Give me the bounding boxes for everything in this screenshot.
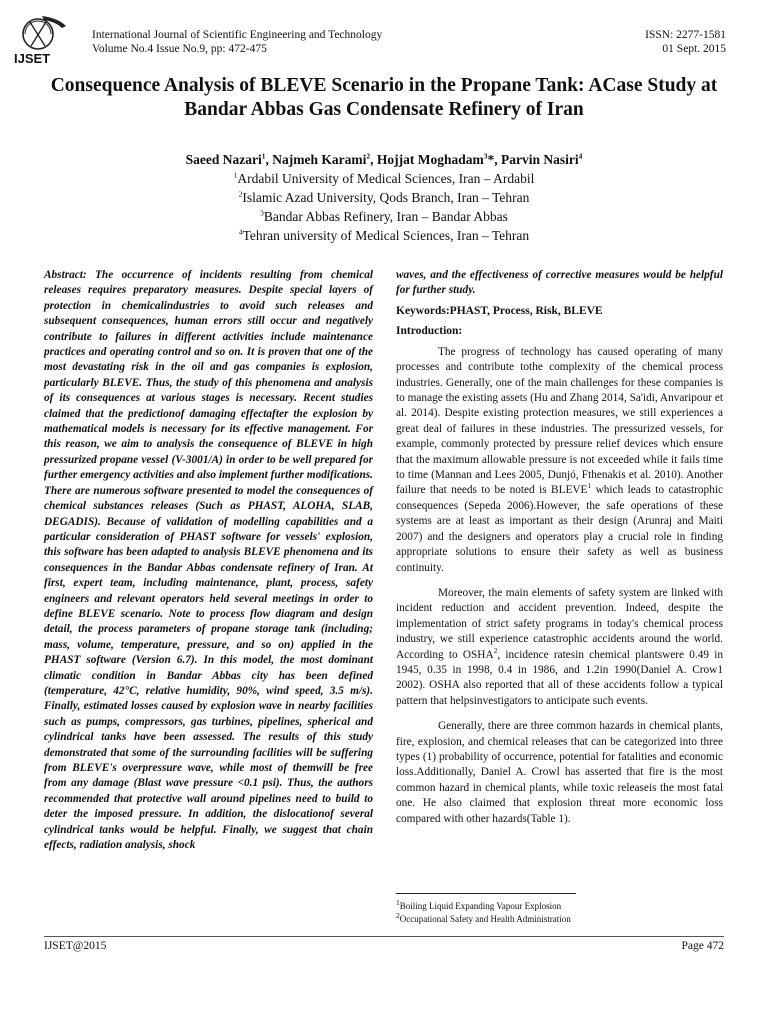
footnotes: [396, 900, 726, 926]
journal-name: International Journal of Scientific Engineering and Technology: [92, 29, 383, 41]
footnote-divider: [396, 893, 576, 894]
abstract: Abstract: The occurrence of incidents resulting from chemical releases requires preparatory measures. Despite special layers of protection in chemicalindustries to avoid such releases and subsequent consequences, human errors still occur and negatively contribute to failures in different activities include maintenance practices and operating control and so on. It is proven that one of the most devastating risk in the oil and gas companies is explosion, particularly BLEVE. Thus, the study of this phenomena and analysis of its consequences at various stages is necessary. Recent studies claimed that the predictionof damaging effectafter the explosion by mathematical models is necessary for its effective management. For this reason, we aim to analysis the consequence of BLEVE in high pressurized propane vessel (V-3001/A) in order to be well prepared for further emergency activities and also implement further modifications. There are numerous software presented to model the consequences of chemical substances releases (Such as PHAST, ALOHA, SLAB, DEGADIS). Because of validation of modelling capabilities and a particular consideration of PHAST software for vessels' explosion, this software has been adapted to analysis BLEVE phenomena and its consequences in the Bandar Abbas condensate refinery of Iran. At first, expert team, including maintenance, plant, process, safety engineers and relevant operators held several meetings in order to define BLEVE scenario. Note to process flow diagram and design detail, the process parameters of propane storage tank (including; mass, volume, temperature, pressure, and so on) applied in the PHAST software (Version 6.7). In this model, the most dominant climatic condition in Bandar Abbas city has been defined (temperature, 42°C, relative humidity, 90%, wind speed, 3.5 m/s). Finally, estimated losses caused by explosion wave in nearby facilities such as pumps, compressors, gas turbines, pipelines, spherical and cylindrical tanks have been assessed. The results of this study demonstrated that some of the surrounding facilities will be suffering from BLEVE's overpressure wave, while most of themwill be free from any damage (Blast wave pressure <0.1 psi). Thus, the authors recommended that protective wall around pipelines need to build to deter the imposed pressure. In addition, the dislocationof several cylindrical tanks would be helpful. Finally, we suggest that chain effects, radiation analysis, shock: [44, 269, 373, 852]
footnote-2: $^2$Occupational Safety and Health Administration: [396, 911, 571, 924]
affiliation-4: $^4$Tehran university of Medical Sciences, Iran – Tehran: [238, 227, 530, 243]
journal-info: [92, 28, 382, 56]
abstract-continued: waves, and the effectiveness of corrective measures would be helpful for further study.: [396, 269, 723, 297]
section-heading-introduction: Introduction:: [396, 324, 463, 337]
author-3: Hojjat Moghadam: [376, 152, 484, 167]
right-column: [396, 268, 723, 837]
journal-volume: Volume No.4 Issue No.9, pp: 472-475: [92, 43, 267, 55]
authors-block: [0, 150, 768, 245]
footer-copyright: IJSET@2015: [44, 940, 107, 952]
affiliation-3: $^3$Bandar Abbas Refinery, Iran – Bandar Abbas: [260, 208, 508, 224]
footnote-1: $^1$Boiling Liquid Expanding Vapour Explosion: [396, 898, 562, 911]
issn-block: [645, 28, 726, 56]
keywords: Keywords:PHAST, Process, Risk, BLEVE: [396, 304, 603, 317]
author-names: Saeed Nazari$^1$, Najmeh Karami$^2$, Hojjat Moghadam$^3$*, Parvin Nasiri$^4$: [185, 151, 583, 167]
affiliation-2: $^2$Islamic Azad University, Qods Branch, Iran – Tehran: [238, 189, 530, 205]
page-number: Page 472: [681, 940, 724, 952]
publication-date: 01 Sept. 2015: [662, 43, 726, 55]
footer-divider: [44, 936, 724, 937]
intro-paragraph-2: Moreover, the main elements of safety system are linked with incident reduction and accident prevention. Indeed, despite the implementation of strict safety programs in today's chemical process industry, we still experience catastrophic accidents around the world. According to OSHA$^2$, incidence ratesin chemical plantswere 0.49 in 1945, 0.35 in 1998, 0.4 in 1986, and 1.2in 1990(Daniel A. Crow1 2002). OSHA also reported that all of these accidents follow a typical pattern that helpsinvestigators to anticipate such events.: [396, 586, 724, 707]
svg-text:IJSET: IJSET: [14, 51, 51, 66]
ijset-logo: [12, 12, 78, 66]
issn: ISSN: 2277-1581: [645, 29, 726, 41]
author-2: Najmeh Karami: [272, 152, 367, 167]
intro-paragraph-3: Generally, there are three common hazards in chemical plants, fire, explosion, and chemical releases that can be categorized into three types (1) probability of occurrence, potential for fatalities and economic loss.Additionally, Daniel A. Crowl has asserted that fire is the most common hazard in chemical plants, while toxic releaseis the most fatal one. He also claimed that explosion threat more economic loss compared with other hazards(Table 1).: [396, 720, 723, 825]
intro-paragraph-1: The progress of technology has caused operating of many processes and contribute tothe complexity of the chemical process industries. Generally, one of the main challenges for these companies is to manage the existing assets (Hu and Zhang 2014, Sa'idi, Anvaripour et al. 2014). Despite existing protection measures, we still experiences a great deal of failures in these industries. The pressurized vessels, for example, commonly protected by pressure relief devices which ensure that the maximum allowable pressure is not exceeded while it fails time to time (Mannan and Lees 2005, Dunjó, Fthenakis et al. 2010). Another failure that needs to be noted is BLEVE$^1$ which leads to catastrophic consequences (Sepeda 2006).However, the safe operations of these systems are at least as important as their design (Arunraj and Maiti 2007) and the designers and operators play a crucial role in finding appropriate solutions to ensure their safety as well as business continuity.: [396, 345, 724, 574]
page-header: [10, 10, 758, 70]
affiliation-1: $^1$Ardabil University of Medical Sciences, Iran – Ardabil: [233, 170, 535, 186]
left-column: [44, 268, 373, 853]
author-1: Saeed Nazari: [185, 152, 262, 167]
author-4: Parvin Nasiri: [500, 152, 579, 167]
paper-title: Consequence Analysis of BLEVE Scenario in the Propane Tank: ACase Study at Bandar Abbas Gas Condensate Refinery of Iran: [50, 75, 718, 120]
